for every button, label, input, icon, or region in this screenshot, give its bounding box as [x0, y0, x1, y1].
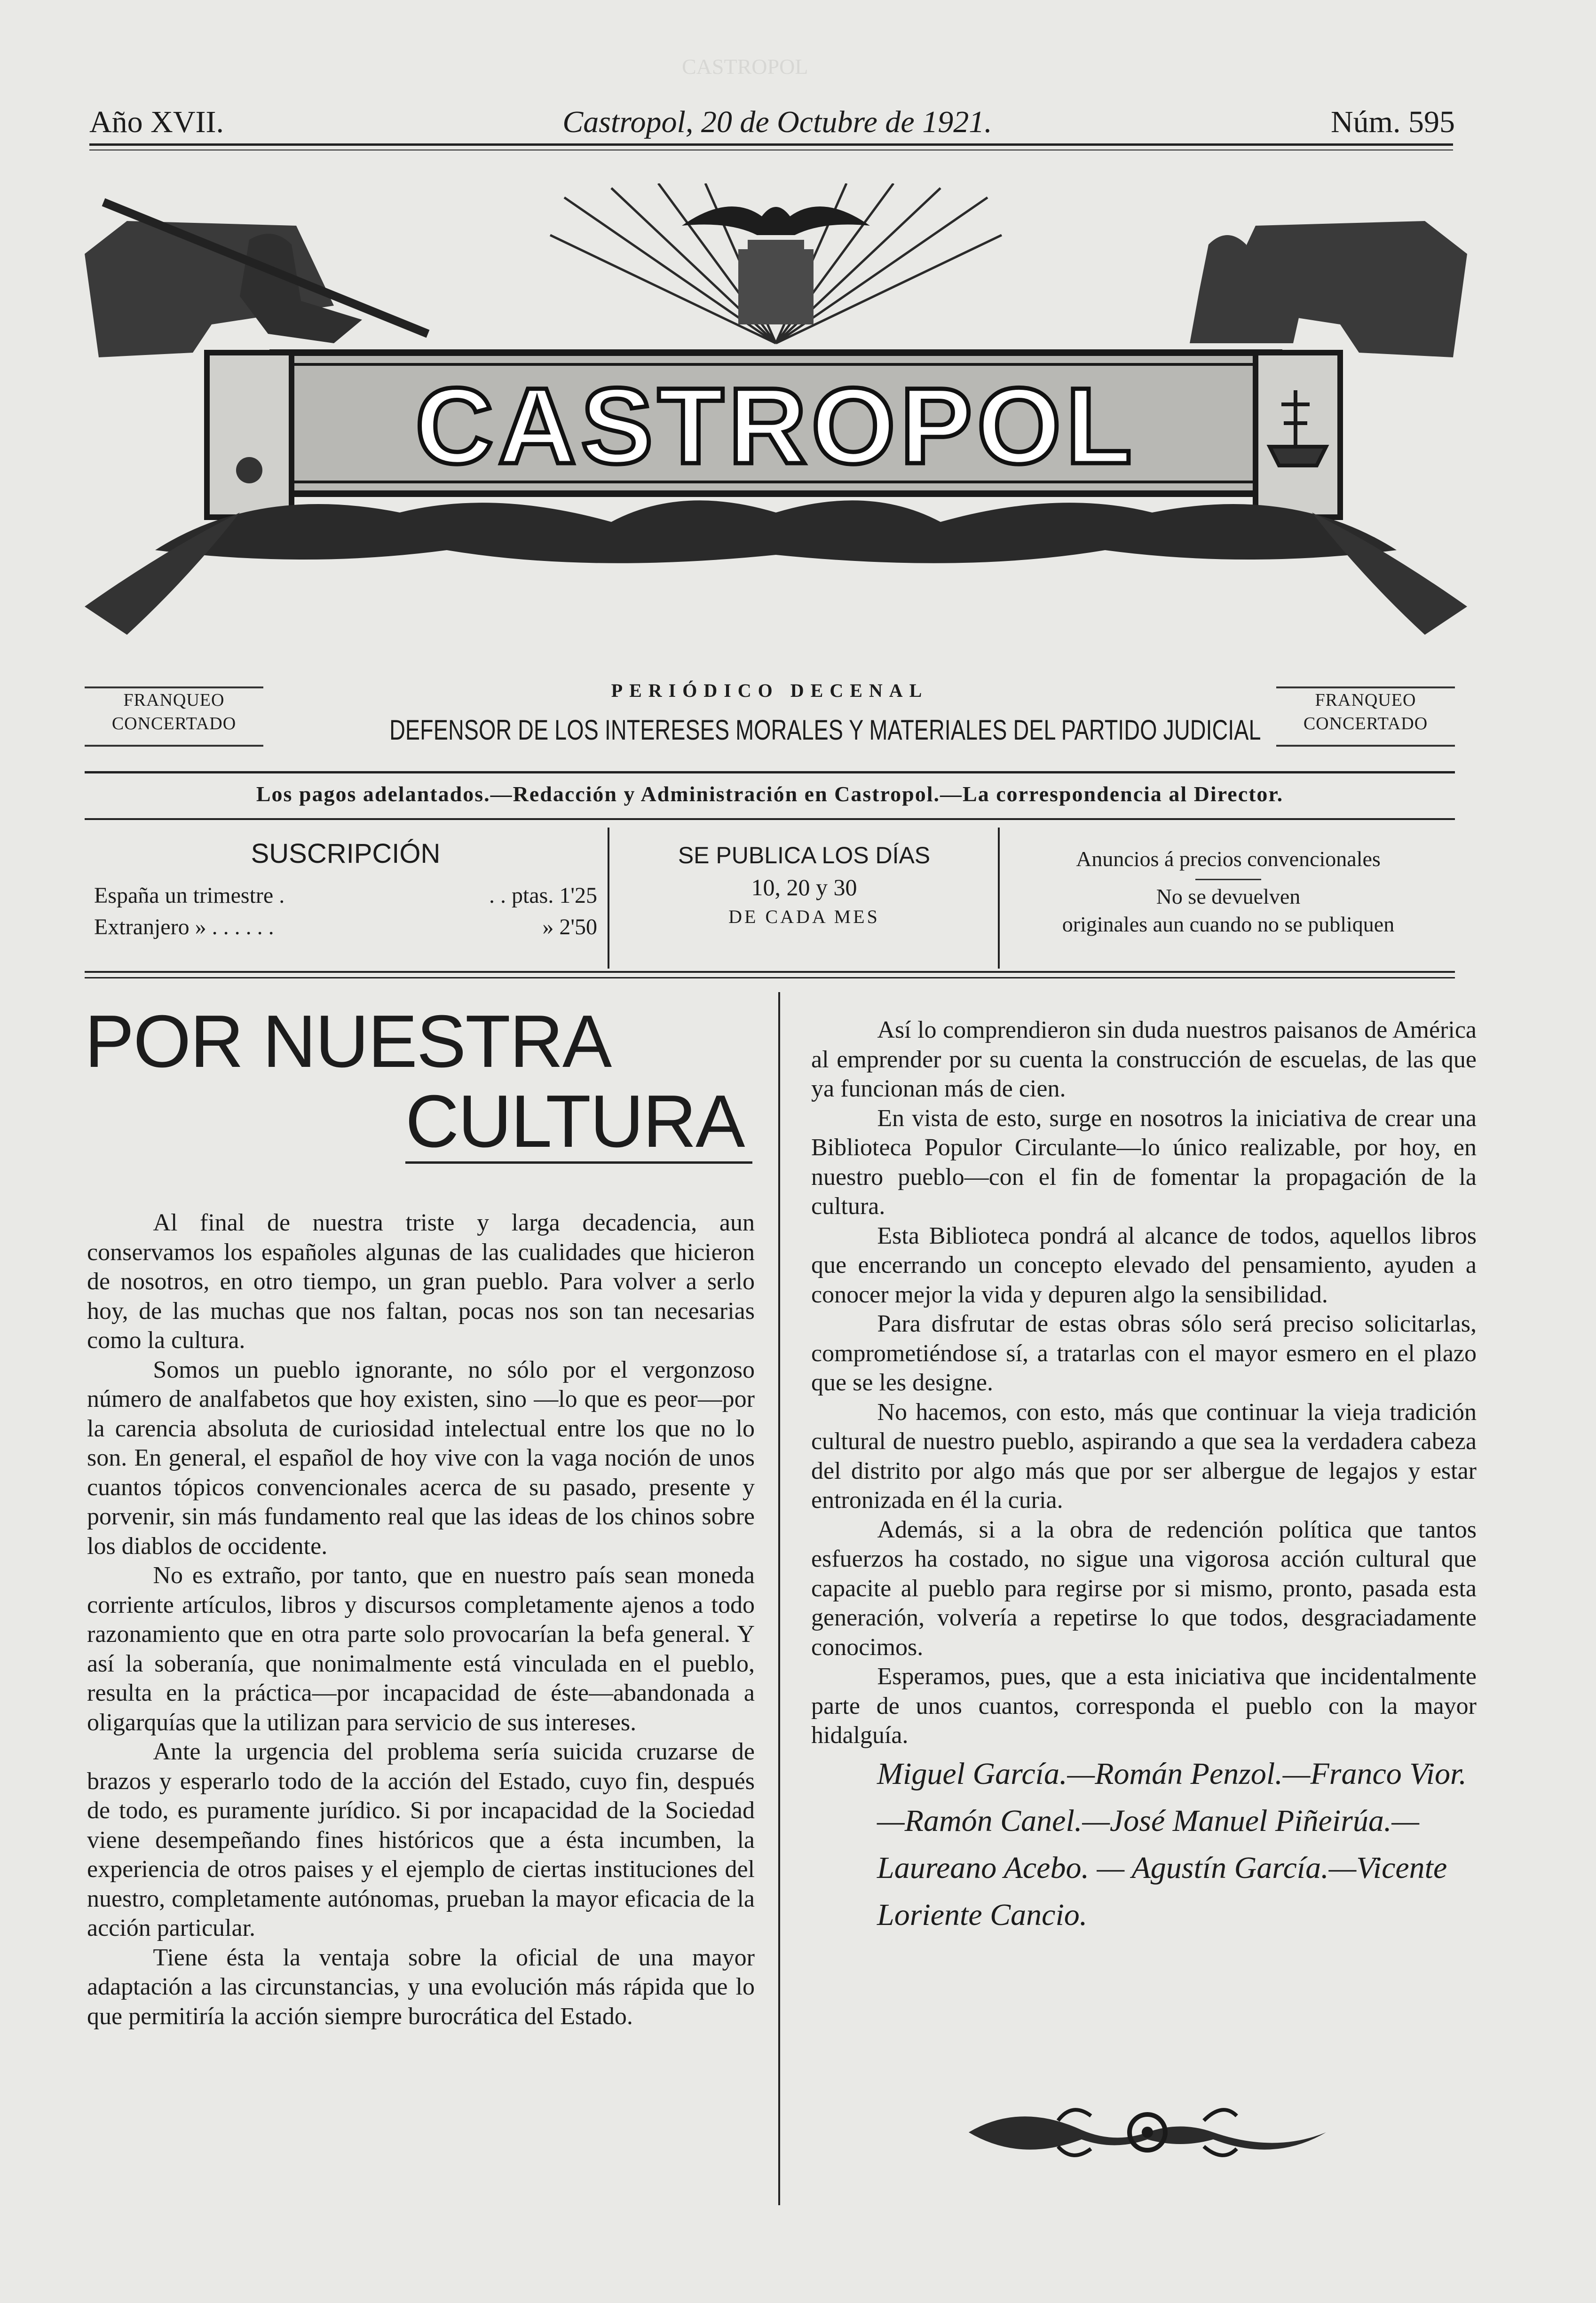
paragraph: Al final de nuestra triste y larga decadencia, aun conservamos los españoles algunas de las cualidades que hicieron de nosotros, en otro tiempo, un gran pueblo. Para volver a serlo hoy, de las muchas que nos faltan, pocas nos son tan necesarias como la cultura.: [87, 1209, 755, 1354]
year-label: Año XVII.: [89, 105, 224, 139]
headline-line2: CULTURA: [405, 1081, 752, 1164]
ads-line3: originales aun cuando no se publiquen: [1062, 912, 1395, 936]
left-foliage: [85, 513, 240, 635]
ads-separator: [1195, 879, 1261, 880]
paragraph: Somos un pueblo ignorante, no sólo por el vergonzoso número de analfabetos que hoy existen, sino —lo que es peor—por la carencia absoluta de curiosidad intelectual entre los que no lo son. En general, el español de hoy vive con la vaga noción de unos cuantos tópicos convencionales acerca de su pasado, presente y porvenir, sin más fundamento real que las ideas de los chinos sobre los diablos de occidente.: [87, 1356, 755, 1560]
paragraph: No es extraño, por tanto, que en nuestro país sean moneda corriente artículos, libros y discursos completamente ajenos a todo razonamiento que en otra parte solo provocarían la befa general. Y así la soberanía, que nonimalmente está vinculada en el pueblo, resulta en la práctica—por incapacidad de éste—abandonada a oligarquías que la utilizan para servicio de sus intereses.: [87, 1562, 755, 1736]
subscription-row: [85, 883, 607, 908]
paragraph: Esta Biblioteca pondrá al alcance de todos, aquellos libros que encerrando un concepto elevado del pensamiento, ayuden a conocer mejor la vida y depuren algo la sensibilidad.: [811, 1222, 1477, 1308]
right-column: [811, 1016, 1477, 1939]
info-box: [85, 828, 1455, 969]
franqueo-left-line1: FRANQUEO: [123, 690, 225, 710]
ads-line2: No se devuelven: [1156, 884, 1301, 908]
subscription-label: España un trimestre .: [94, 883, 285, 908]
eagle-icon: [682, 206, 870, 235]
dateline-row: [89, 104, 1455, 140]
paragraph: En vista de esto, surge en nosotros la iniciativa de crear una Biblioteca Populor Circulante—lo único realizable, por hoy, en nuestro pueblo—con el fin de fomentar la propagación de la cultura.: [811, 1104, 1477, 1220]
paragraph: Para disfrutar de estas obras sólo será preciso solicitarlas, comprometiéndose sí, a tratarlas con el mayor esmero en el plazo que se les designe.: [811, 1310, 1477, 1396]
franqueo-right-line1: FRANQUEO: [1315, 690, 1416, 710]
subscription-title: SUSCRIPCIÓN: [251, 838, 441, 869]
masthead-illustration: [71, 183, 1481, 654]
franqueo-left-line2: CONCERTADO: [111, 714, 237, 733]
paragraph: Tiene ésta la ventaja sobre la oficial de una mayor adaptación a las circunstancias, y una evolución más rápida que lo que permitiría la acción siempre burocrática del Estado.: [87, 1944, 755, 2030]
show-through-texture: CASTROPOL: [682, 55, 808, 79]
info-divider: [608, 828, 609, 969]
subtitle: PERIÓDICO DECENAL: [611, 680, 929, 701]
info-bottom-rule: [85, 971, 1455, 973]
issue-number: Núm. 595: [1330, 105, 1455, 139]
ads-box: [1002, 828, 1455, 969]
franqueo-right: [1276, 686, 1455, 747]
left-column: [87, 1208, 755, 2031]
subscription-price: » 2'50: [542, 915, 597, 939]
subscription-row: [85, 914, 607, 940]
publication-line1: SE PUBLICA LOS DÍAS: [678, 842, 931, 868]
paragraph: Esperamos, pues, que a esta iniciativa que incidentalmente parte de unos cuantos, corresponda el pueblo con la mayor hidalguía.: [811, 1663, 1477, 1749]
publication-line3: DE CADA MES: [728, 906, 880, 927]
info-bottom-rule-2: [85, 977, 1455, 978]
motto: DEFENSOR DE LOS INTERESES MORALES Y MATERIALES DEL PARTIDO JUDICIAL: [389, 714, 1261, 746]
franqueo-right-line2: CONCERTADO: [1303, 714, 1428, 733]
tagline-center: [282, 677, 1261, 746]
paragraph: Además, si a la obra de redención política que tantos esfuerzos ha costado, no sigue una vigorosa acción cultural que capacite al pueblo para regirse por si mismo, pronto, pasada esta generación, volvería a repetirse lo que todos, desgraciadamente conocimos.: [811, 1516, 1477, 1661]
column-divider: [778, 992, 780, 2205]
payments-notice: Los pagos adelantados.—Redacción y Administración en Castropol.—La correspondencia al Director.: [256, 782, 1284, 806]
paragraph: No hacemos, con esto, más que continuar la vieja tradición cultural de nuestro pueblo, aspirando a que sea la verdadera cabeza del distrito por algo más que por ser albergue de legajos y estar entronizada en él la curia.: [811, 1398, 1477, 1514]
dateline: Castropol, 20 de Octubre de 1921.: [562, 105, 992, 139]
top-rule: [89, 143, 1453, 146]
paragraph: Ante la urgencia del problema sería suicida cruzarse de brazos y esperarlo todo de la acción del Estado, cuyo fin, después de todo, es puramente jurídico. Si por incapacidad de la Sociedad viene desempeñando fines históricos que a ésta incumben, la experiencia de otros paises y el ejemplo de ciertas instituciones del nuestro, completamente autónomas, prueban la mayor eficacia de la acción particular.: [87, 1738, 755, 1941]
closing-ornament: [964, 2092, 1331, 2172]
signatures: Miguel García.—Román Penzol.—Franco Vior.—Ramón Canel.—José Manuel Piñeirúa.—Laureano Acebo. — Agustín García.—Vicente Loriente Cancio.: [877, 1756, 1467, 1932]
tagline-row: [85, 677, 1455, 757]
masthead-title: CASTROPOL: [415, 365, 1137, 486]
tower: [738, 240, 814, 324]
headline-line1: POR NUESTRA: [85, 1000, 611, 1083]
tagline-rule: [85, 771, 1455, 773]
subscription-label: Extranjero » . . . . . .: [94, 915, 274, 939]
bottom-scrollwork: [155, 500, 1397, 563]
paragraph: Así lo comprendieron sin duda nuestros paisanos de América al emprender por su cuenta la construcción de escuelas, de las que ya funcionan más de cien.: [811, 1017, 1477, 1102]
left-panel: [207, 353, 292, 517]
buoy-icon: [236, 457, 262, 483]
subscription-price: . . ptas. 1'25: [489, 883, 597, 908]
ads-line1: Anuncios á precios convencionales: [1076, 847, 1381, 871]
info-divider: [998, 828, 1000, 969]
right-panel: [1256, 353, 1340, 517]
publication-box: [611, 828, 997, 969]
article-headline: [85, 1002, 752, 1164]
subscription-box: [85, 828, 607, 969]
publication-line2: 10, 20 y 30: [751, 874, 857, 900]
right-foliage: [1312, 513, 1467, 635]
notice-rule: [85, 818, 1455, 820]
franqueo-left: [85, 686, 263, 747]
